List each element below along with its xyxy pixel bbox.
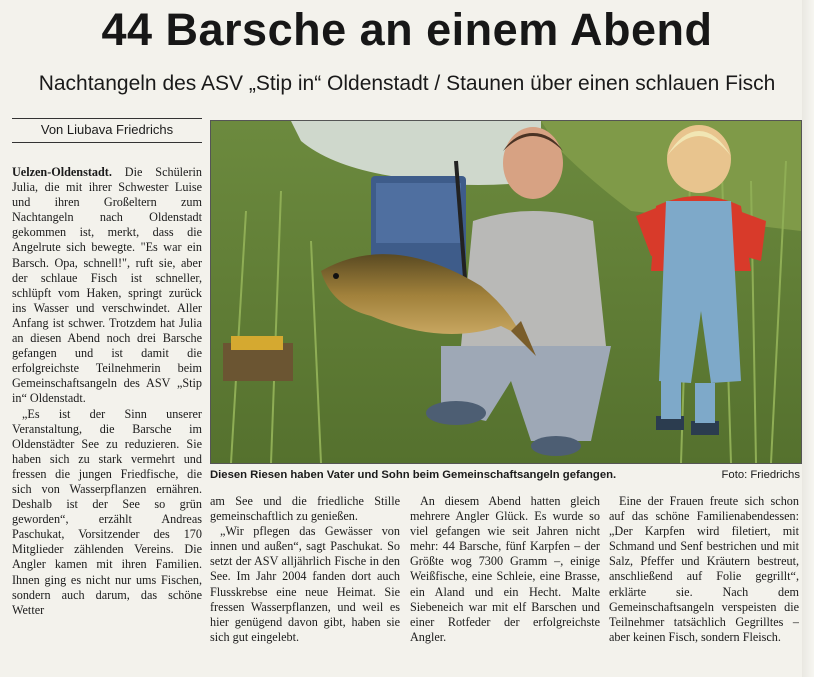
- caption-text: Diesen Riesen haben Vater und Sohn beim Gemeinschaftsangeln gefangen.: [210, 469, 617, 481]
- byline-rule-top: [12, 118, 202, 119]
- article-column-2: [210, 494, 400, 672]
- page-edge: [802, 0, 814, 677]
- article-column-1: [12, 165, 202, 670]
- article-column-3: [410, 494, 600, 672]
- headline: 44 Barsche an einem Abend: [101, 4, 713, 55]
- article-paragraph: am See und die friedliche Stille gemeinschaftlich zu genießen.: [210, 494, 400, 524]
- article-paragraph: Eine der Frauen freute sich schon auf das schöne Familienabendessen: „Der Karpfen wird filetiert, mit Schmand und Senf bestrichen und mit Salz, Pfeffer und Kräutern bestreut, anschließend auf Folie gegrillt“, erklärte sie. Nach dem Gemeinschaftsangeln verspeisten die Teilnehmer tatsächlich Gegrilltes – aber keinen Fisch, sondern Fleisch.: [609, 494, 799, 644]
- article-paragraph: Die Schülerin Julia, die mit ihrer Schwester Luise und ihren Großeltern zum Nachtangeln nach Oldenstadt gekommen ist, merkt, dass die Angelrute sich bewegte. "Es war ein Barsch. Opa, schnell!", ruft sie, aber der schlaue Fisch ist schneller, schlüpft vom Haken, springt zurück ins Wasser und verschwindet. Aller Anfang ist schwer. Trotzdem hat Julia an diesen Abend noch drei Barsche gefangen und ist damit die erfolgreichste Teilnehmerin beim Gemeinschaftsangeln des ASV „Stip in“ Oldenstadt.: [12, 165, 202, 406]
- article-paragraph: An diesem Abend hatten gleich mehrere Angler Glück. Es wurde so viel gefangen wie seit Jahren nicht mehr: 44 Barsche, fünf Karpfen – der Größte wog 7300 Gramm –, einige Weißfische, eine Schleie, eine Brasse, ein Aland und ein Hecht. Malte Siebeneich war mit elf Barschen und einer Rotfeder der erfolgreichste Angler.: [410, 494, 600, 644]
- byline-rule-bottom: [12, 142, 202, 143]
- byline: Von Liubava Friedrichs: [40, 122, 174, 137]
- photo-credit: Foto: Friedrichs: [721, 469, 800, 481]
- article-paragraph: „Wir pflegen das Gewässer von innen und außen“, sagt Paschukat. So setzt der ASV alljährlich Fische in den See. Im Jahr 2004 fanden dort auch Flusskrebse eine neue Heimat. Sie fressen Wasserpflanzen, und weil es hier genügend davon gibt, haben sie sich gut eingelebt.: [210, 524, 400, 644]
- dateline: Uelzen-Oldenstadt.: [12, 165, 112, 179]
- subheadline: Nachtangeln des ASV „Stip in“ Oldenstadt / Staunen über einen schlauen Fisch: [38, 72, 776, 95]
- article-paragraph: „Es ist der Sinn unserer Veranstaltung, die Barsche im Oldenstädter See zu reduzieren. Sie haben sich zu stark vermehrt und fressen die jungen Friedfische, die sich von Wasserpflanzen ernähren. Deshalb ist der See so grün geworden“, erzählt Andreas Paschukat, Vorsitzender des 170 Mitglieder zählenden Vereins. Die Angler kamen mit ihren Familien. Ihnen ging es nicht nur ums Fischen, sondern auch darum, das schöne Wetter: [12, 406, 202, 617]
- photo-caption: [210, 468, 800, 482]
- news-photo: [210, 120, 802, 464]
- article-column-4: [609, 494, 799, 672]
